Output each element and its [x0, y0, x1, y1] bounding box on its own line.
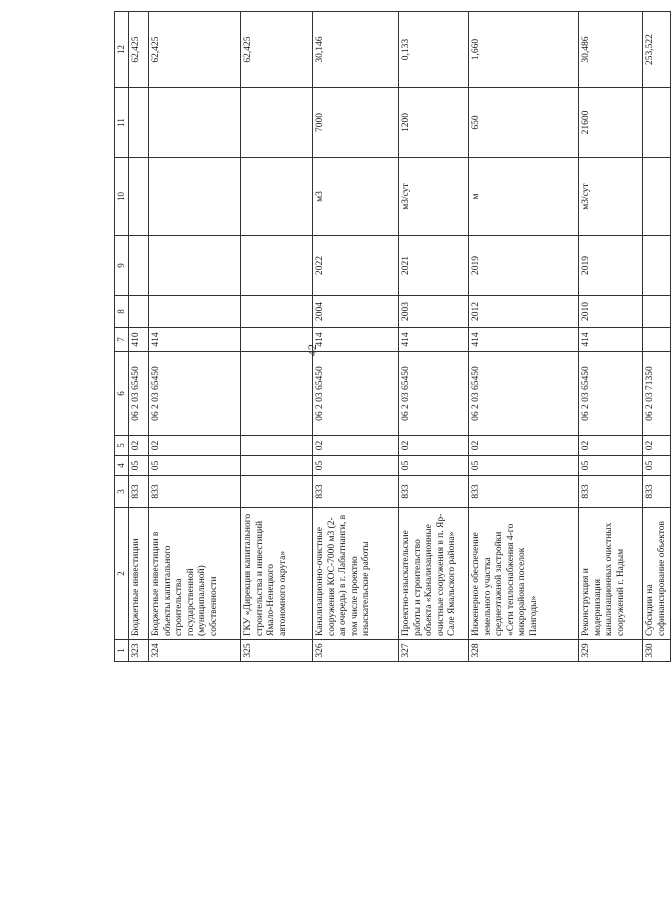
table-cell: [240, 456, 312, 476]
table-cell: 253,522: [642, 12, 670, 88]
row-name-cell: Канализационно-очистные сооружения КОС-7000 м3 (2-ая очередь) в г. Лабытнанги, в том числе проектно изыскательские работы: [312, 508, 398, 640]
table-body: [115, 12, 671, 662]
table-cell: [128, 158, 148, 236]
table-cell: 414: [148, 328, 240, 352]
table-cell: 06 2 03 65450: [148, 352, 240, 436]
rotated-table-canvas: [114, 12, 667, 662]
table-cell: 2010: [578, 296, 642, 328]
table-cell: [240, 476, 312, 508]
header-cell: 7: [115, 328, 129, 352]
table-cell: [240, 328, 312, 352]
table-cell: 833: [642, 476, 670, 508]
table-cell: 414: [398, 328, 468, 352]
table-cell: 833: [312, 476, 398, 508]
table-cell: 414: [578, 328, 642, 352]
table-cell: [642, 158, 670, 236]
table-cell: 1200: [398, 88, 468, 158]
table-cell: м: [468, 158, 578, 236]
row-number-cell: 325: [240, 640, 312, 662]
table-cell: [148, 158, 240, 236]
header-cell: 1: [115, 640, 129, 662]
table-cell: 833: [148, 476, 240, 508]
table-cell: [642, 236, 670, 296]
table-cell: 62,425: [128, 12, 148, 88]
table-cell: [240, 88, 312, 158]
table-cell: [642, 88, 670, 158]
row-number-cell: 324: [148, 640, 240, 662]
row-number-cell: 326: [312, 640, 398, 662]
header-cell: 2: [115, 508, 129, 640]
row-name-cell: Проектно-изыскательские работы и строительство объекта «Канализационные очистные сооружения в п. Яр-Сале Ямальского района»: [398, 508, 468, 640]
table-cell: 06 2 03 65450: [468, 352, 578, 436]
table-cell: [128, 296, 148, 328]
table-cell: 62,425: [240, 12, 312, 88]
table-cell: 414: [312, 328, 398, 352]
row-name-cell: ГКУ «Дирекция капитального строительства и инвестиций Ямало-Ненецкого автономного округа»: [240, 508, 312, 640]
table-cell: 06 2 03 65450: [128, 352, 148, 436]
table-cell: 414: [468, 328, 578, 352]
header-cell: 8: [115, 296, 129, 328]
table-cell: [240, 236, 312, 296]
row-number-cell: 329: [578, 640, 642, 662]
table-cell: 02: [148, 436, 240, 456]
row-name-cell: Реконструкция и модернизация канализационных очистных сооружений г. Надым: [578, 508, 642, 640]
budget-table: [114, 11, 671, 662]
table-cell: 05: [578, 456, 642, 476]
table-cell: 0,133: [398, 12, 468, 88]
header-cell: 10: [115, 158, 129, 236]
header-cell: 5: [115, 436, 129, 456]
table-cell: 30,146: [312, 12, 398, 88]
table-cell: 410: [128, 328, 148, 352]
table-row: [240, 12, 312, 662]
table-row: [578, 12, 642, 662]
table-cell: 06 2 03 65450: [398, 352, 468, 436]
table-cell: 2004: [312, 296, 398, 328]
table-cell: 02: [312, 436, 398, 456]
header-cell: 9: [115, 236, 129, 296]
rotated-table-area: [114, 12, 667, 662]
row-name-cell: Субсидии на софинансирование объектов: [642, 508, 670, 640]
table-cell: [148, 88, 240, 158]
header-row: [115, 12, 129, 662]
table-cell: [642, 328, 670, 352]
table-cell: 62,425: [148, 12, 240, 88]
table-row: [398, 12, 468, 662]
table-cell: 2003: [398, 296, 468, 328]
row-name-cell: Инженерное обеспечение земельного участка среднеэтажной застройки «Сети теплоснабжения 4-го микрорайона поселок Пангоды»: [468, 508, 578, 640]
table-cell: 06 2 03 65450: [312, 352, 398, 436]
table-cell: 06 2 03 65450: [578, 352, 642, 436]
table-cell: 1,660: [468, 12, 578, 88]
table-cell: [128, 236, 148, 296]
table-cell: 05: [312, 456, 398, 476]
table-cell: 2019: [468, 236, 578, 296]
table-cell: 2022: [312, 236, 398, 296]
table-cell: 05: [128, 456, 148, 476]
table-cell: [148, 236, 240, 296]
page-number: 42: [305, 344, 319, 356]
row-name-cell: Бюджетные инвестиции: [128, 508, 148, 640]
table-cell: 02: [578, 436, 642, 456]
table-row: [312, 12, 398, 662]
table-cell: м3: [312, 158, 398, 236]
table-cell: м3/сут: [398, 158, 468, 236]
table-cell: 05: [642, 456, 670, 476]
table-cell: 05: [468, 456, 578, 476]
table-row: [128, 12, 148, 662]
table-cell: 02: [398, 436, 468, 456]
table-row: [468, 12, 578, 662]
table-cell: 833: [128, 476, 148, 508]
table-cell: 833: [398, 476, 468, 508]
table-cell: 30,486: [578, 12, 642, 88]
table-row: [148, 12, 240, 662]
table-cell: 2021: [398, 236, 468, 296]
table-cell: [240, 436, 312, 456]
table-row: [642, 12, 670, 662]
table-cell: 21600: [578, 88, 642, 158]
table-cell: 833: [578, 476, 642, 508]
row-number-cell: 323: [128, 640, 148, 662]
row-number-cell: 327: [398, 640, 468, 662]
table-cell: м3/сут: [578, 158, 642, 236]
header-cell: 3: [115, 476, 129, 508]
table-cell: [148, 296, 240, 328]
table-cell: 02: [642, 436, 670, 456]
table-cell: [240, 296, 312, 328]
table-cell: 2012: [468, 296, 578, 328]
table-cell: 2019: [578, 236, 642, 296]
table-cell: 02: [128, 436, 148, 456]
table-cell: 06 2 03 71350: [642, 352, 670, 436]
table-cell: 650: [468, 88, 578, 158]
table-cell: 02: [468, 436, 578, 456]
table-cell: 05: [148, 456, 240, 476]
header-cell: 6: [115, 352, 129, 436]
table-cell: 05: [398, 456, 468, 476]
table-cell: 833: [468, 476, 578, 508]
table-cell: [642, 296, 670, 328]
row-name-cell: Бюджетные инвестиции в объекты капитального строительства государственной (муниципальной) собственности: [148, 508, 240, 640]
table-cell: 7000: [312, 88, 398, 158]
header-cell: 4: [115, 456, 129, 476]
header-cell: 11: [115, 88, 129, 158]
table-cell: [128, 88, 148, 158]
table-cell: [240, 352, 312, 436]
table-cell: [240, 158, 312, 236]
row-number-cell: 330: [642, 640, 670, 662]
header-cell: 12: [115, 12, 129, 88]
row-number-cell: 328: [468, 640, 578, 662]
